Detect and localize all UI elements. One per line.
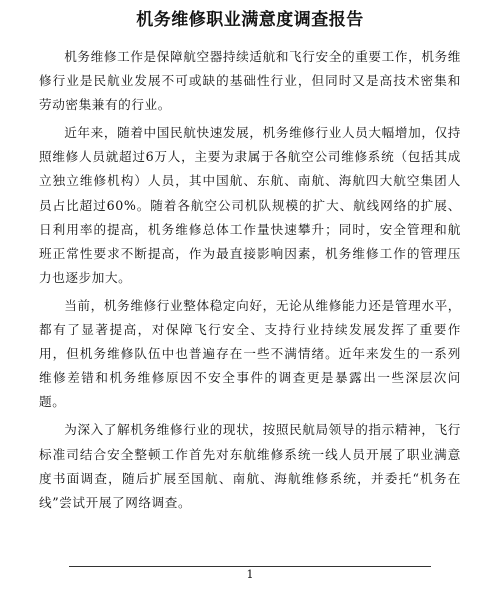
paragraph-recent-years: 近年来，随着中国民航快速发展，机务维修行业人员大幅增加，仅持照维修人员就超过6万人，主要为隶属于各航空公司维修系统（包括其成立独立维修机构）人员，其中国航、东航、南航、海航四大航空集团人员占比超过60%。随着各航空公司机队规模的扩大、航线网络的扩展、日利用率的提高，机务维修总体工作量快速攀升；同时，安全管理和航班正常性要求不断提高，作为最直接影响因素，机务维修工作的管理压力也逐步加大。 xyxy=(39,125,461,285)
paragraph-survey-background: 为深入了解机务维修行业的现状，按照民航局领导的指示精神，飞行标准司结合安全整顿工作首先对东航维修系统一线人员开展了职业满意度书面调查，随后扩展至国航、南航、海航维修系统，并委托“机务在线”尝试开展了网络调查。 xyxy=(39,422,461,510)
footer-divider xyxy=(69,566,431,567)
paragraph-current-status: 当前，机务维修行业整体稳定向好，无论从维修能力还是管理水平，都有了显著提高，对保障飞行安全、支持行业持续发展发挥了重要作用，但机务维修队伍中也普遍存在一些不满情绪。近年来发生的一系列维修差错和机务维修原因不安全事件的调查更是暴露出一些深层次问题。 xyxy=(39,297,461,410)
paragraph-intro: 机务维修工作是保障航空器持续适航和飞行安全的重要工作，机务维修行业是民航业发展不可或缺的基础性行业，但同时又是高技术密集和劳动密集兼有的行业。 xyxy=(39,49,461,113)
page-number: 1 xyxy=(246,568,254,581)
document-title: 机务维修职业满意度调查报告 xyxy=(136,10,364,30)
